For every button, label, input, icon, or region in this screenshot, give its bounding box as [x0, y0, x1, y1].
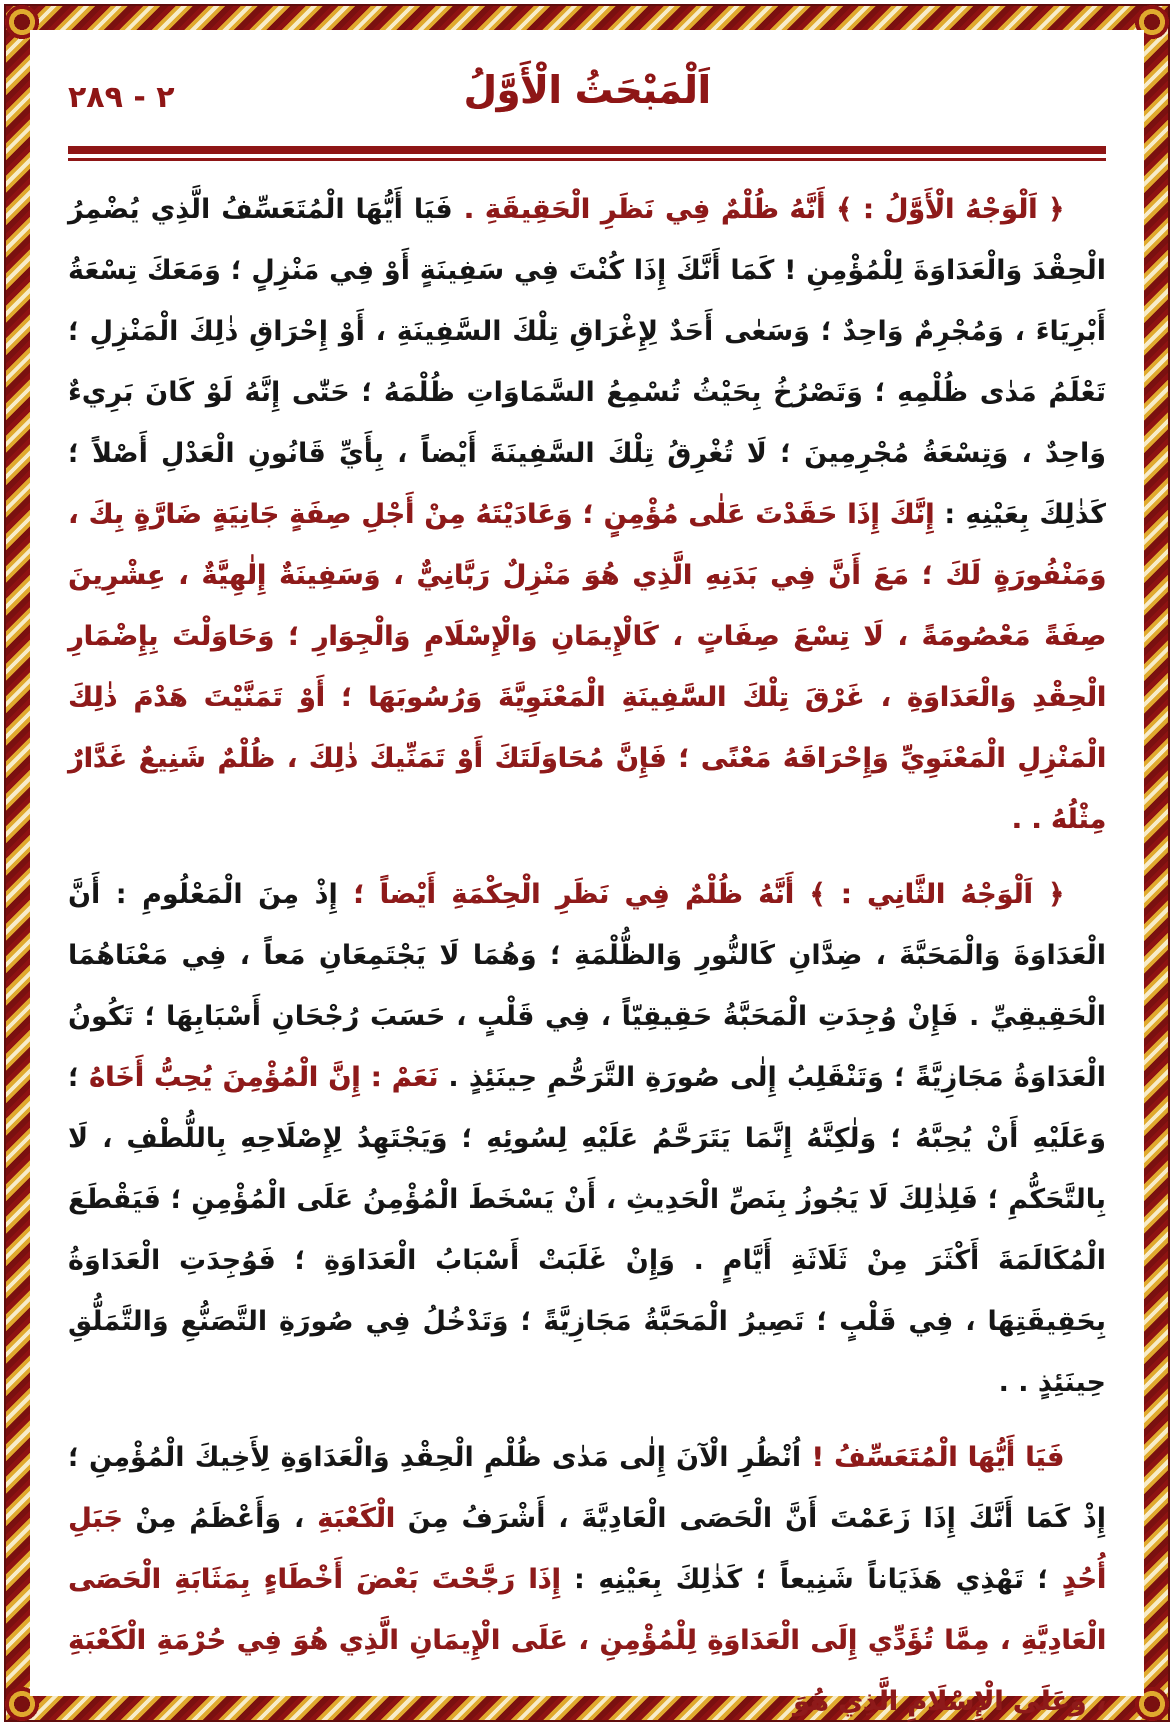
paragraph — [68, 179, 1106, 850]
title-divider — [68, 146, 1106, 161]
page-header — [68, 68, 1106, 140]
page-number: ٢ - ٢٨٩ — [68, 80, 175, 115]
text-run: ؛ وَعَلَيْهِ أَنْ يُحِبَّهُ ؛ وَلٰكِنَّهُ إِنَّمَا يَتَرَحَّمُ عَلَيْهِ لِسُوئِهِ ؛ وَيَجْتَهِدُ لِإِصْلَاحِهِ بِاللُّطْفِ ، لَا بِالتَّحَكُّمِ ؛ فَلِذٰلِكَ لَا يَجُوزُ بِنَصِّ الْحَدِيثِ ، أَنْ يَسْخَطَ الْمُؤْمِنُ عَلَى الْمُؤْمِنِ ؛ فَيَقْطَعَ الْمُكَالَمَةَ أَكْثَرَ مِنْ ثَلَاثَةِ أَيَّامٍ . وَإِنْ غَلَبَتْ أَسْبَابُ الْعَدَاوَةِ ؛ فَوُجِدَتِ الْعَدَاوَةُ بِحَقِيقَتِهَا ، فِي قَلْبٍ ؛ تَصِيرُ الْمَحَبَّةُ مَجَازِيَّةً ؛ وَتَدْخُلُ فِي صُورَةِ التَّصَنُّعِ وَالتَّمَلُّقِ حِينَئِذٍ . . — [68, 1062, 1106, 1398]
text-run: جَبَلِ أُحُدٍ — [68, 1503, 1106, 1595]
text-run: ؛ تَهْذِي هَذَيَاناً شَنِيعاً ؛ كَذٰلِكَ بِعَيْنِهِ : — [560, 1564, 1062, 1595]
text-run: ﴿ اَلْوَجْهُ الثَّانِي : ﴾ أَنَّهُ ظُلْمٌ فِي نَظَرِ الْحِكْمَةِ أَيْضاً ؛ — [337, 879, 1065, 910]
paragraph — [68, 1427, 1106, 1726]
text-run: إِنَّكَ إِذَا حَقَدْتَ عَلٰى مُؤْمِنٍ ؛ وَعَادَيْتَهُ مِنْ أَجْلِ صِفَةٍ جَانِيَةٍ ضَارَّةٍ بِكَ ، وَمَنْفُورَةٍ لَكَ ؛ مَعَ أَنَّ فِي بَدَنِهِ الَّذِي هُوَ مَنْزِلٌ رَبَّانِيٌّ ، وَسَفِينَةٌ إِلٰهِيَّةٌ ، عِشْرِينَ صِفَةً مَعْصُومَةً ، لَا تِسْعَ صِفَاتٍ ، كَالْإِيمَانِ وَالْإِسْلَامِ وَالْجِوَارِ ؛ وَحَاوَلْتَ بِإِضْمَارِ الْحِقْدِ وَالْعَدَاوَةِ ، غَرْقَ تِلْكَ السَّفِينَةِ الْمَعْنَوِيَّةَ وَرُسُوبَهَا ؛ أَوْ تَمَنَّيْتَ هَدْمَ ذٰلِكَ الْمَنْزِلِ الْمَعْنَوِيِّ وَإِحْرَاقَهُ مَعْنًى ؛ فَإِنَّ مُحَاوَلَتَكَ أَوْ تَمَنِّيكَ ذٰلِكَ ، ظُلْمٌ شَنِيعٌ غَدَّارٌ مِثْلُهُ . . — [68, 499, 1106, 835]
text-run: اُنْظُرِ الْآنَ إِلٰى مَدٰى ظُلْمِ الْحِقْدِ وَالْعَدَاوَةِ لِأَخِيكَ الْمُؤْمِنِ ؛ إِذْ كَمَا أَنَّكَ إِذَا زَعَمْتَ أَنَّ الْحَصَى الْعَادِيَّةَ ، أَشْرَفُ مِنَ — [68, 1442, 1106, 1534]
text-run: فَيَا أَيُّهَا الْمُتَعَسِّفُ ! — [801, 1442, 1064, 1473]
text-run: إِذْ مِنَ الْمَعْلُومِ : أَنَّ الْعَدَاوَةَ وَالْمَحَبَّةَ ، ضِدَّانِ كَالنُّورِ وَالظُّلْمَةِ ؛ وَهُمَا لَا يَجْتَمِعَانِ مَعاً ، فِي مَعْنَاهُمَا الْحَقِيقِيِّ . فَإِنْ وُجِدَتِ الْمَحَبَّةُ حَقِيقِيّاً ، فِي قَلْبٍ ، حَسَبَ رُجْحَانِ أَسْبَابِهَا ؛ تَكُونُ الْعَدَاوَةُ مَجَازِيَّةً ؛ وَتَنْقَلِبُ إِلٰى صُورَةِ التَّرَحُّمِ حِينَئِذٍ . — [68, 879, 1106, 1093]
text-run: إِذَا رَجَّحْتَ بَعْضَ أَخْطَاءٍ بِمَثَابَةِ الْحَصَى الْعَادِيَّةِ ، مِمَّا تُؤَدِّي إِلَى الْعَدَاوَةِ لِلْمُؤْمِنِ ، عَلَى الْإِيمَانِ الَّذِي هُوَ فِي حُرْمَةِ الْكَعْبَةِ ، وَعَلَى الْإِسْلَامِ الَّذِي هُوَ — [68, 1564, 1106, 1717]
text-run: الْكَعْبَةِ — [317, 1503, 395, 1534]
page-content — [30, 30, 1144, 1717]
text-run: ، وَأَعْظَمُ مِنْ — [122, 1503, 318, 1534]
page-title: اَلْمَبْحَثُ الْأَوَّلُ — [463, 68, 711, 112]
text-run: فَيَا أَيُّهَا الْمُتَعَسِّفُ الَّذِي يُضْمِرُ الْحِقْدَ وَالْعَدَاوَةَ لِلْمُؤْمِنِ ! كَمَا أَنَّكَ إِذَا كُنْتَ فِي سَفِينَةٍ أَوْ فِي مَنْزِلٍ ؛ وَمَعَكَ تِسْعَةُ أَبْرِيَاءَ ، وَمُجْرِمٌ وَاحِدٌ ؛ وَسَعٰى أَحَدٌ لِإِغْرَاقِ تِلْكَ السَّفِينَةِ ، أَوْ إِحْرَاقِ ذٰلِكَ الْمَنْزِلِ ؛ تَعْلَمُ مَدٰى ظُلْمِهِ ؛ وَتَصْرُخُ بِحَيْثُ تُسْمِعُ السَّمَاوَاتِ ظُلْمَهُ ؛ حَتّٰى إِنَّهُ لَوْ كَانَ بَرِيءٌ وَاحِدٌ ، وَتِسْعَةُ مُجْرِمِينَ ؛ لَا تُغْرِقُ تِلْكَ السَّفِينَةَ أَيْضاً ، بِأَيِّ قَانُونِ الْعَدْلِ أَصْلاً ؛ كَذٰلِكَ بِعَيْنِهِ : — [68, 194, 1106, 530]
paragraph — [68, 864, 1106, 1413]
text-run: نَعَمْ : إِنَّ الْمُؤْمِنَ يُحِبُّ أَخَاهُ — [78, 1062, 439, 1093]
text-run: ﴿ اَلْوَجْهُ الْأَوَّلُ : ﴾ أَنَّهُ ظُلْمٌ فِي نَظَرِ الْحَقِيقَةِ . — [452, 194, 1064, 225]
document-body — [68, 179, 1106, 1726]
